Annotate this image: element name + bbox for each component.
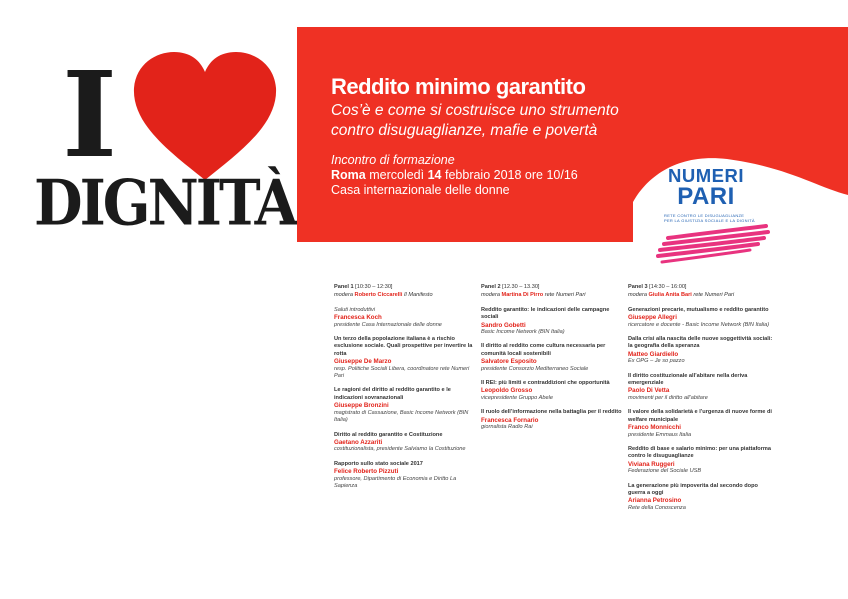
event-venue: Casa internazionale delle donne (331, 183, 510, 197)
panel-2-item-0-title: Reddito garantito: le indicazioni delle campagne sociali (481, 306, 610, 321)
panel-2-item-3-title: Il ruolo dell’informazione nella battaglia per il reddito (481, 409, 622, 416)
panel-2-item-3 (481, 409, 626, 431)
panel-1-item-3-speaker: Gaetano Azzariti (334, 438, 383, 446)
panel-1-mod-role: Il Manifesto (403, 292, 433, 299)
panel-3-item-2-role: movimenti per il diritto all’abitare (628, 394, 708, 401)
panel-3-item-1 (628, 336, 773, 366)
numeri-pari-tagline-2: PER LA GIUSTIZIA SOCIALE E LA DIGNITÀ (664, 218, 755, 223)
panel-1-label: Panel 1 (334, 284, 354, 290)
event-date-rest: febbraio 2018 ore 10/16 (444, 168, 578, 182)
panel-1-item-2 (334, 387, 479, 424)
heart-icon (130, 52, 280, 182)
panel-2-mod-role: rete Numeri Pari (544, 292, 586, 299)
panel-1-item-0-role: presidente Casa Internazionale delle donne (334, 321, 442, 328)
panel-1-item-4-speaker: Felice Roberto Pizzuti (334, 468, 399, 476)
panel-3-item-4-speaker: Viviana Ruggeri (628, 460, 675, 468)
panel-1-item-1-role: resp. Politiche Sociali Libera, coordinatore rete Numeri Pari (334, 365, 470, 380)
panel-3-moderator (628, 292, 773, 299)
panel-1-item-4 (334, 461, 479, 491)
panel-2-mod-name: Martina Di Pirro (501, 292, 544, 299)
panel-1-header (334, 284, 479, 291)
numeri-pari-line-1: NUMERI (668, 165, 744, 186)
numeri-pari-wordmark (662, 166, 750, 209)
event-subtitle-line-1: Cos’è e come si costruisce uno strumento (331, 102, 619, 119)
panel-2-item-0 (481, 307, 626, 337)
panel-1-greeting: Saluti introduttivi (334, 306, 376, 313)
panel-3-item-2-title: Il diritto costituzionale all’abitare nella deriva emergenziale (628, 372, 748, 387)
panel-3-item-3-speaker: Franco Monnicchi (628, 424, 681, 432)
panel-3-time: [14:30 – 16:00] (649, 284, 687, 290)
panel-2-mod-label: modera (481, 292, 500, 299)
panel-3-mod-label: modera (628, 292, 647, 299)
panel-1-item-3-title: Diritto al reddito garantito e Costituzione (334, 431, 443, 438)
panel-2-item-2 (481, 380, 626, 402)
event-date (331, 168, 578, 183)
panel-3-item-0 (628, 307, 773, 329)
event-subtitle-line-2: contro disuguaglianze, mafie e povertà (331, 122, 598, 139)
panel-1-item-1-title: Un terzo della popolazione italiana è a rischio esclusione sociale. Quali prospettive per invertire la rotta (334, 336, 473, 357)
event-title: Reddito minimo garantito (331, 74, 586, 99)
panel-3-item-0-title: Generazioni precarie, mutualismo e reddito garantito (628, 306, 769, 313)
panel-1 (334, 284, 479, 490)
event-info (331, 153, 578, 198)
panel-2-moderator (481, 292, 626, 299)
panel-3-item-3-role: presidente Emmaus Italia (628, 431, 692, 438)
panel-1-item-3 (334, 432, 479, 454)
panel-3-item-1-title: Dalla crisi alla nascita delle nuove soggettività sociali: la geografia della speranza (628, 336, 773, 350)
brush-stroke-icon (658, 226, 768, 262)
panel-3-item-4 (628, 446, 773, 476)
panel-2-item-1-role: presidente Consorzio Mediterraneo Sociale (481, 365, 589, 372)
panel-1-time: [10:30 – 12:30] (355, 284, 393, 290)
panel-3-item-3-title: Il valore della solidarietà e l’urgenza di nuove forme di welfare municipale (628, 409, 772, 423)
panel-1-mod-name: Roberto Ciccarelli (354, 292, 403, 299)
panel-2-item-3-speaker: Francesca Fornario (481, 416, 539, 424)
panel-1-item-0-speaker: Francesca Koch (334, 314, 382, 322)
panel-3-mod-role: rete Numeri Pari (693, 292, 735, 299)
panel-1-item-2-title: Le ragioni del diritto al reddito garantito e le indicazioni sovranazionali (334, 387, 451, 401)
event-date-day: 14 (427, 168, 442, 182)
panel-2-item-1 (481, 343, 626, 373)
event-subtitle (331, 101, 619, 141)
panel-1-moderator (334, 292, 479, 299)
panel-3-item-5-speaker: Arianna Petrosino (628, 497, 682, 505)
panel-1-item-2-role: magistrato di Cassazione, Basic Income Network (BIN Italia) (334, 409, 469, 424)
panel-1-item-2-speaker: Giuseppe Bronzini (334, 402, 389, 410)
numeri-pari-tagline (664, 213, 774, 223)
panel-3-label: Panel 3 (628, 284, 648, 290)
panel-1-item-4-title: Rapporto sullo stato sociale 2017 (334, 460, 423, 467)
panel-3-item-1-role: Ex OPG – Je so pazzo (628, 358, 685, 365)
panel-3-item-4-title: Reddito di base e salario minimo: per una piattaforma contro le disuguaglianze (628, 445, 771, 460)
panel-3-item-4-role: Federazione del Sociale USB (628, 468, 702, 475)
panel-3-item-0-role: ricercatore e docente - Basic Income Network (BIN Italia) (628, 321, 770, 328)
panel-2-time: [12.30 – 13.30] (502, 284, 540, 290)
panel-2-item-1-speaker: Salvatore Esposito (481, 358, 537, 366)
panel-3-item-5-role: Rete della Conoscenza (628, 504, 686, 511)
panel-3-item-5-title: La generazione più impoverita dal secondo dopo guerra a oggi (628, 482, 758, 496)
panel-2-label: Panel 2 (481, 284, 501, 290)
panel-1-item-4-role: professore, Dipartimento di Economia e Diritto La Sapienza (334, 475, 457, 489)
panel-3-item-0-speaker: Giuseppe Allegri (628, 314, 677, 322)
panel-2-item-2-role: vicepresidente Gruppo Abele (481, 394, 553, 401)
panel-1-item-3-role: costituzionalista, presidente Salviamo la Costituzione (334, 446, 466, 453)
panel-3-item-1-speaker: Matteo Giardiello (628, 350, 679, 358)
numeri-pari-tagline-1: RETE CONTRO LE DISUGUAGLIANZE (664, 213, 745, 218)
panel-1-item-greeting (334, 307, 479, 329)
panel-3-item-2-speaker: Paolo Di Vetta (628, 387, 670, 395)
numeri-pari-line-2: PARI (677, 183, 735, 210)
event-type: Incontro di formazione (331, 153, 455, 167)
panel-2-item-2-speaker: Leopoldo Grosso (481, 387, 533, 395)
panel-2-item-0-speaker: Sandro Gobetti (481, 321, 526, 329)
panel-1-item-1-speaker: Giuseppe De Marzo (334, 358, 392, 366)
panel-3-mod-name: Giulia Anita Bari (648, 292, 692, 299)
panel-2-item-0-role: Basic Income Network (BIN Italia) (481, 329, 565, 336)
logo-letter-i: I (62, 45, 118, 184)
panel-2-item-1-title: Il diritto al reddito come cultura necessaria per comunità locali sostenibili (481, 343, 606, 357)
panel-2 (481, 284, 626, 432)
panel-2-item-3-role: giornalista Radio Rai (481, 424, 533, 431)
panel-3-header (628, 284, 773, 291)
panel-1-item-1 (334, 336, 479, 380)
event-date-weekday: mercoledì (369, 168, 425, 182)
panel-3-item-3 (628, 409, 773, 439)
logo-word-dignita: DIGNITÀ (34, 166, 296, 241)
panel-1-mod-label: modera (334, 292, 353, 299)
panel-2-header (481, 284, 626, 291)
panel-3-item-2 (628, 373, 773, 403)
panel-3-item-5 (628, 483, 773, 513)
panel-3 (628, 284, 773, 512)
panel-2-item-2-title: Il REI: più limiti e contraddizioni che opportunità (481, 380, 610, 387)
event-city: Roma (331, 168, 366, 182)
